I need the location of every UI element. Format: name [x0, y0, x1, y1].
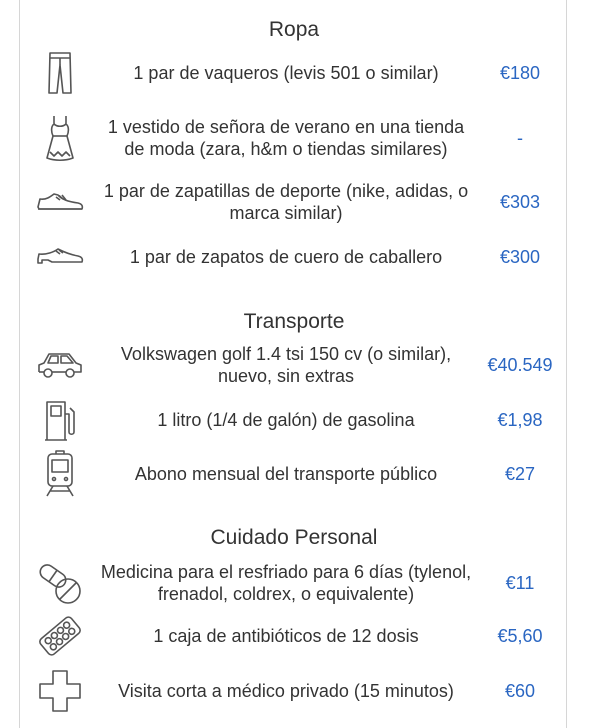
item-price: - [517, 127, 523, 148]
list-item [20, 448, 568, 500]
pills-icon [20, 560, 100, 606]
dress-shoe-icon [20, 247, 100, 267]
item-price: €5,60 [497, 625, 543, 646]
item-description: 1 par de vaqueros (levis 501 o similar) [133, 63, 439, 83]
item-description: 1 litro (1/4 de galón) de gasolina [157, 410, 415, 430]
list-item [20, 103, 568, 173]
item-price: €300 [499, 246, 541, 267]
item-price: €27 [504, 463, 536, 484]
medical-cross-icon [20, 668, 100, 714]
cost-of-living-panel [19, 0, 567, 728]
list-item [20, 558, 568, 608]
section-title-ropa: Ropa [268, 18, 320, 41]
list-item [20, 51, 568, 95]
list-item [20, 239, 568, 275]
list-item [20, 342, 568, 388]
item-price: €180 [499, 62, 541, 83]
item-price: €11 [505, 572, 535, 593]
item-description: 1 par de zapatillas de deporte (nike, adidas, o marca similar) [103, 181, 469, 223]
list-item [20, 612, 568, 660]
item-price: €303 [499, 191, 541, 212]
item-description: Medicina para el resfriado para 6 días (tylenol, frenadol, coldrex, o equivalente) [100, 562, 472, 604]
item-price: €1,98 [497, 409, 543, 430]
dress-icon [20, 114, 100, 162]
item-description: Visita corta a médico privado (15 minutos) [118, 681, 454, 701]
sneaker-icon [20, 190, 100, 214]
list-item [20, 666, 568, 716]
item-description: 1 vestido de señora de verano en una tienda de moda (zara, h&m o tiendas similares) [107, 117, 465, 159]
item-description: 1 par de zapatos de cuero de caballero [129, 247, 443, 267]
fuel-pump-icon [20, 398, 100, 442]
section-title-cuidado-personal: Cuidado Personal [210, 526, 378, 549]
car-icon [20, 350, 100, 380]
list-item [20, 179, 568, 225]
item-description: Abono mensual del transporte público [134, 464, 438, 484]
section-title-transporte: Transporte [243, 310, 345, 333]
item-description: 1 caja de antibióticos de 12 dosis [153, 626, 419, 646]
item-price: €40.549 [487, 354, 553, 375]
item-price: €60 [504, 680, 536, 701]
item-description: Volkswagen golf 1.4 tsi 150 cv (o similar), nuevo, sin extras [120, 344, 452, 386]
pill-pack-icon [20, 614, 100, 658]
train-icon [20, 450, 100, 498]
jeans-icon [20, 51, 100, 95]
list-item [20, 396, 568, 444]
